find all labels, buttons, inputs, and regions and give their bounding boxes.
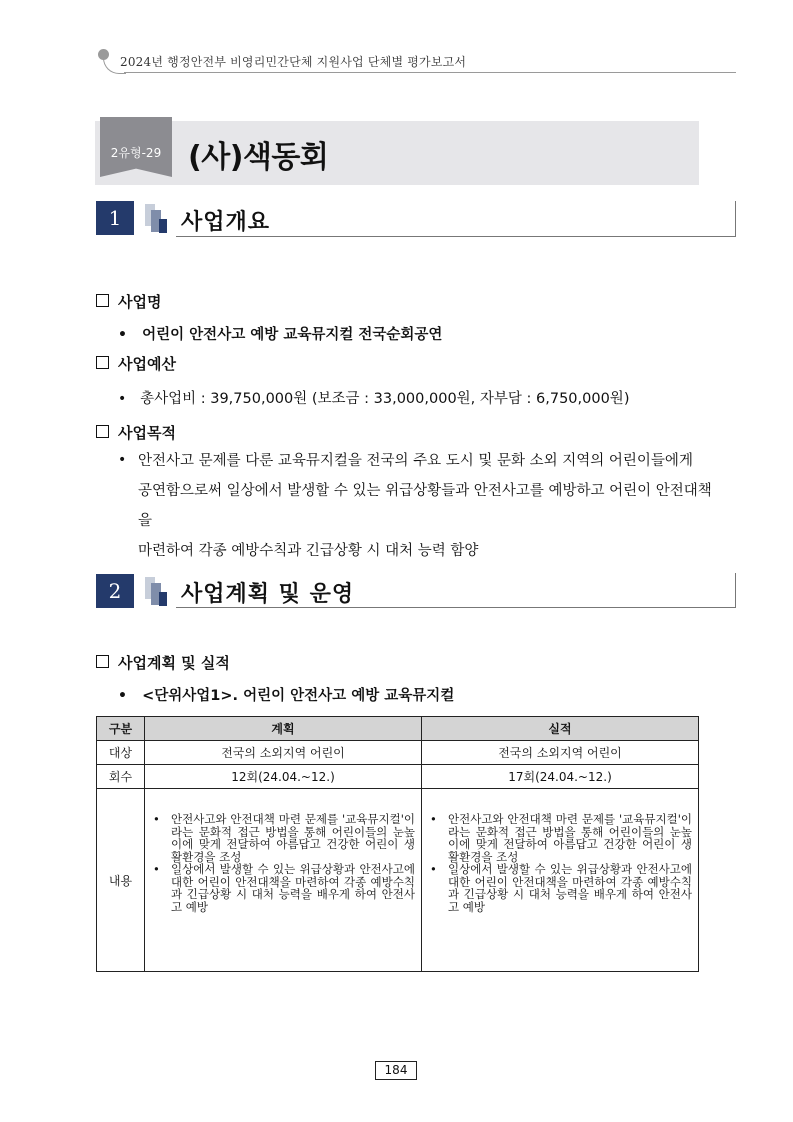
table-row xyxy=(97,741,699,765)
running-header-title: 2024년 행정안전부 비영리민간단체 지원사업 단체별 평가보고서 xyxy=(120,55,467,69)
budget-heading: 사업예산 xyxy=(118,355,176,373)
header-plan: 계획 xyxy=(145,717,422,741)
bullet-icon: • xyxy=(118,327,127,343)
row-label: 회수 xyxy=(97,765,145,789)
bullet-icon: • xyxy=(118,391,127,407)
bullet-icon: • xyxy=(118,688,127,704)
category-tag-label: 2유형-29 xyxy=(110,146,162,160)
checkbox-square-icon xyxy=(96,655,109,668)
organization-title: (사)색동회 xyxy=(188,140,329,175)
checkbox-square-icon xyxy=(96,425,109,438)
unit-project-item xyxy=(118,684,454,705)
plan-heading-row xyxy=(96,652,230,673)
plan-result-table xyxy=(96,716,699,972)
list-item: • 안전사고와 안전대책 마련 문제를 '교육뮤지컬'이라는 문화적 접근 방법을 통해 어린이들의 눈높이에 맞게 전달하여 아름답고 건강한 어린이 생활환경을 조성 xyxy=(171,813,415,863)
table-row xyxy=(97,765,699,789)
header-category: 구분 xyxy=(97,717,145,741)
section-1-right-rule xyxy=(735,201,736,236)
purpose-line-2: 공연함으로써 일상에서 발생할 수 있는 위급상황들과 안전사고를 예방하고 어린이 안전대책을 xyxy=(138,483,712,529)
plan-heading: 사업계획 및 실적 xyxy=(118,654,230,672)
row-plan-cell: 12회(24.04.~12.) xyxy=(145,765,422,789)
unit-project-title: <단위사업1>. 어린이 안전사고 예방 교육뮤지컬 xyxy=(142,688,455,704)
purpose-heading: 사업목적 xyxy=(118,424,176,442)
list-item: • 일상에서 발생할 수 있는 위급상황과 안전사고에 대한 어린이 안전대책을 마련하여 각종 예방수칙과 긴급상황 시 대처 능력을 배우게 하여 안전사고 예방 xyxy=(171,863,415,913)
page-number: 184 xyxy=(375,1061,417,1080)
budget-value: 총사업비 : 39,750,000원 (보조금 : 33,000,000원, 자부담 : 6,750,000원) xyxy=(140,391,630,407)
title-band xyxy=(95,121,699,185)
result-content-list xyxy=(426,813,692,913)
row-plan-cell: 전국의 소외지역 어린이 xyxy=(145,741,422,765)
section-2-decoration-3 xyxy=(159,592,167,606)
table-header-row xyxy=(97,717,699,741)
purpose-paragraph xyxy=(138,446,718,566)
purpose-heading-row xyxy=(96,422,176,443)
table-row-content xyxy=(97,789,699,972)
project-name-value: 어린이 안전사고 예방 교육뮤지컬 전국순회공연 xyxy=(142,327,443,343)
header-rule xyxy=(124,72,736,73)
purpose-line-3: 마련하여 각종 예방수칙과 긴급상황 시 대처 능력 함양 xyxy=(138,543,479,559)
purpose-bullet xyxy=(118,452,126,468)
project-name-heading: 사업명 xyxy=(118,293,162,311)
row-result-cell: 전국의 소외지역 어린이 xyxy=(422,741,699,765)
purpose-line-1: 안전사고 문제를 다룬 교육뮤지컬을 전국의 주요 도시 및 문화 소외 지역의 어린이들에게 xyxy=(138,453,693,469)
list-item: • 일상에서 발생할 수 있는 위급상황과 안전사고에 대한 어린이 안전대책을 마련하여 각종 예방수칙과 긴급상황 시 대처 능력을 배우게 하여 안전사고 예방 xyxy=(448,863,692,913)
row-label: 대상 xyxy=(97,741,145,765)
list-item: • 안전사고와 안전대책 마련 문제를 '교육뮤지컬'이라는 문화적 접근 방법을 통해 어린이들의 눈높이에 맞게 전달하여 아름답고 건강한 어린이 생활환경을 조성 xyxy=(448,813,692,863)
budget-name-heading-row xyxy=(96,291,161,312)
section-2-number: 2 xyxy=(96,574,134,608)
budget-heading-row xyxy=(96,353,176,374)
section-1-number: 1 xyxy=(96,201,134,235)
bullet-icon: • xyxy=(118,452,127,468)
budget-item xyxy=(118,387,629,408)
section-2-title: 사업계획 및 운영 xyxy=(181,581,355,607)
plan-content-cell xyxy=(145,789,422,972)
section-2-right-rule xyxy=(735,573,736,607)
row-result-cell: 17회(24.04.~12.) xyxy=(422,765,699,789)
plan-content-list xyxy=(149,813,415,913)
content-label: 내용 xyxy=(97,789,145,972)
checkbox-square-icon xyxy=(96,356,109,369)
result-content-cell xyxy=(422,789,699,972)
section-1-decoration-3 xyxy=(159,219,167,233)
section-1-underline xyxy=(176,236,736,237)
checkbox-square-icon xyxy=(96,294,109,307)
header-result: 실적 xyxy=(422,717,699,741)
section-1-title: 사업개요 xyxy=(181,209,271,235)
project-name-item xyxy=(118,323,442,344)
section-2-underline xyxy=(176,607,736,608)
